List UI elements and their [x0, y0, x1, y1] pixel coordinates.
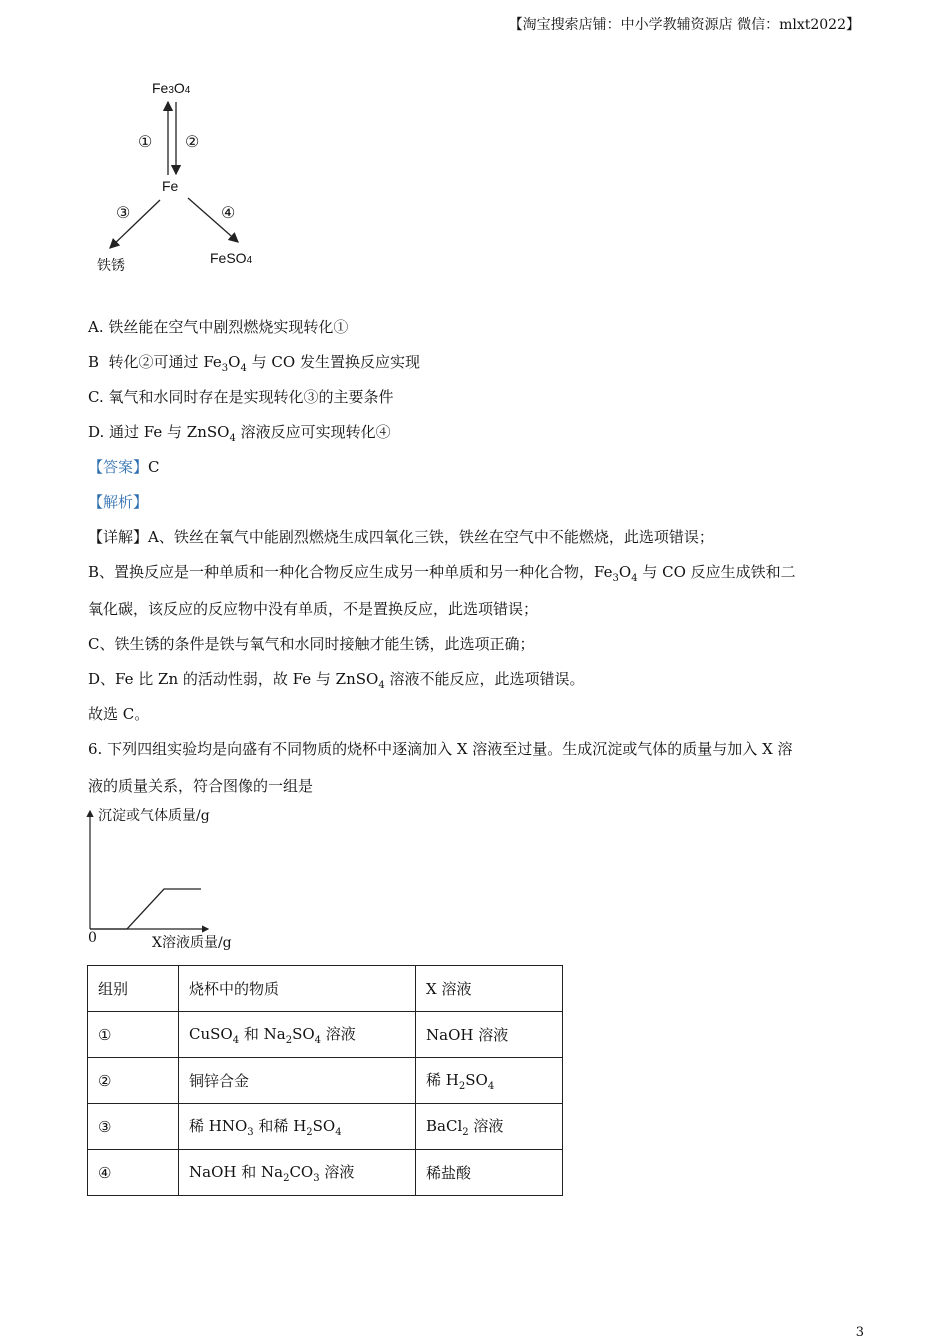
- diagram-label-1: ①: [138, 132, 153, 151]
- question6-line-2: 液的质量关系，符合图像的一组是: [88, 777, 314, 795]
- table-row: [88, 1012, 563, 1058]
- diagram-label-2: ②: [185, 132, 200, 151]
- header-watermark: 【淘宝搜索店铺：中小学教辅资源店 微信：mlxt2022】: [508, 17, 860, 33]
- detail-line-6: 故选 C。: [88, 705, 150, 723]
- chart-origin: 0: [88, 930, 97, 946]
- substance-cell: 铜锌合金: [179, 1058, 416, 1104]
- header-substance: 烧杯中的物质: [179, 966, 416, 1012]
- answer: [88, 456, 160, 477]
- table-header-row: [88, 966, 563, 1012]
- detail-line-1: 【详解】A、铁丝在氧气中能剧烈燃烧生成四氧化三铁，铁丝在空气中不能燃烧，此选项错误；: [88, 528, 714, 546]
- page-number: 3: [855, 1325, 864, 1340]
- diagram-rust: 铁锈: [97, 257, 125, 273]
- header-x-solution: X 溶液: [416, 966, 563, 1012]
- group-cell: ④: [88, 1150, 179, 1196]
- question6-line-1: 6. 下列四组实验均是向盛有不同物质的烧杯中逐滴加入 X 溶液至过量。生成沉淀或气体的质量与加入 X 溶: [88, 740, 793, 758]
- diagram-fe3o4: Fe3O4: [152, 80, 191, 96]
- x-solution-cell: 稀 $H_2SO_4$: [416, 1058, 563, 1104]
- table-row: [88, 1150, 563, 1196]
- group-cell: ③: [88, 1104, 179, 1150]
- option-a: A. 铁丝能在空气中剧烈燃烧实现转化①: [88, 318, 349, 336]
- chart-ylabel: 沉淀或气体质量/g: [98, 808, 210, 824]
- table-row: [88, 1104, 563, 1150]
- table-row: [88, 1058, 563, 1104]
- reaction-diagram: [90, 70, 290, 280]
- diagram-label-3: ③: [116, 203, 131, 222]
- x-solution-cell: 稀盐酸: [416, 1150, 563, 1196]
- substance-cell: CuSO$_4$ 和 $Na_2SO_4$ 溶液: [179, 1012, 416, 1058]
- experiment-table: [87, 965, 563, 1196]
- series-line: [90, 889, 201, 929]
- diagram-fe: Fe: [162, 178, 179, 194]
- group-cell: ②: [88, 1058, 179, 1104]
- header-group: 组别: [88, 966, 179, 1012]
- chart-xlabel: X溶液质量/g: [152, 935, 232, 951]
- answer-label: 【答案】: [88, 458, 149, 476]
- option-c: C. 氧气和水同时存在是实现转化③的主要条件: [88, 388, 394, 406]
- x-solution-cell: NaOH 溶液: [416, 1012, 563, 1058]
- group-cell: ①: [88, 1012, 179, 1058]
- detail-line-2: B、置换反应是一种单质和一种化合物反应生成另一种单质和另一种化合物，$Fe_3O_4$ 与 CO 反应生成铁和二: [88, 563, 796, 584]
- x-solution-cell: BaCl$_2$ 溶液: [416, 1104, 563, 1150]
- answer-value: C: [148, 458, 160, 476]
- analysis-label: 【解析】: [88, 493, 149, 511]
- substance-cell: 稀 $HNO_3$ 和稀 $H_2SO_4$: [179, 1104, 416, 1150]
- diagram-label-4: ④: [221, 203, 236, 222]
- detail-line-3: 氧化碳，该反应的反应物中没有单质，不是置换反应，此选项错误；: [88, 600, 539, 618]
- substance-cell: NaOH 和 $Na_2CO_3$ 溶液: [179, 1150, 416, 1196]
- option-d: D. 通过 Fe 与 ZnSO$_4$ 溶液反应可实现转化④: [88, 423, 391, 444]
- mass-chart: [80, 805, 220, 935]
- detail-line-4: C、铁生锈的条件是铁与氧气和水同时接触才能生锈，此选项正确；: [88, 635, 535, 653]
- detail-line-5: D、Fe 比 Zn 的活动性弱，故 Fe 与 ZnSO$_4$ 溶液不能反应，此选项错误。: [88, 670, 585, 691]
- option-b: B 转化②可通过 $Fe_3O_4$ 与 CO 发生置换反应实现: [88, 353, 420, 374]
- diagram-feso4: FeSO4: [210, 250, 253, 266]
